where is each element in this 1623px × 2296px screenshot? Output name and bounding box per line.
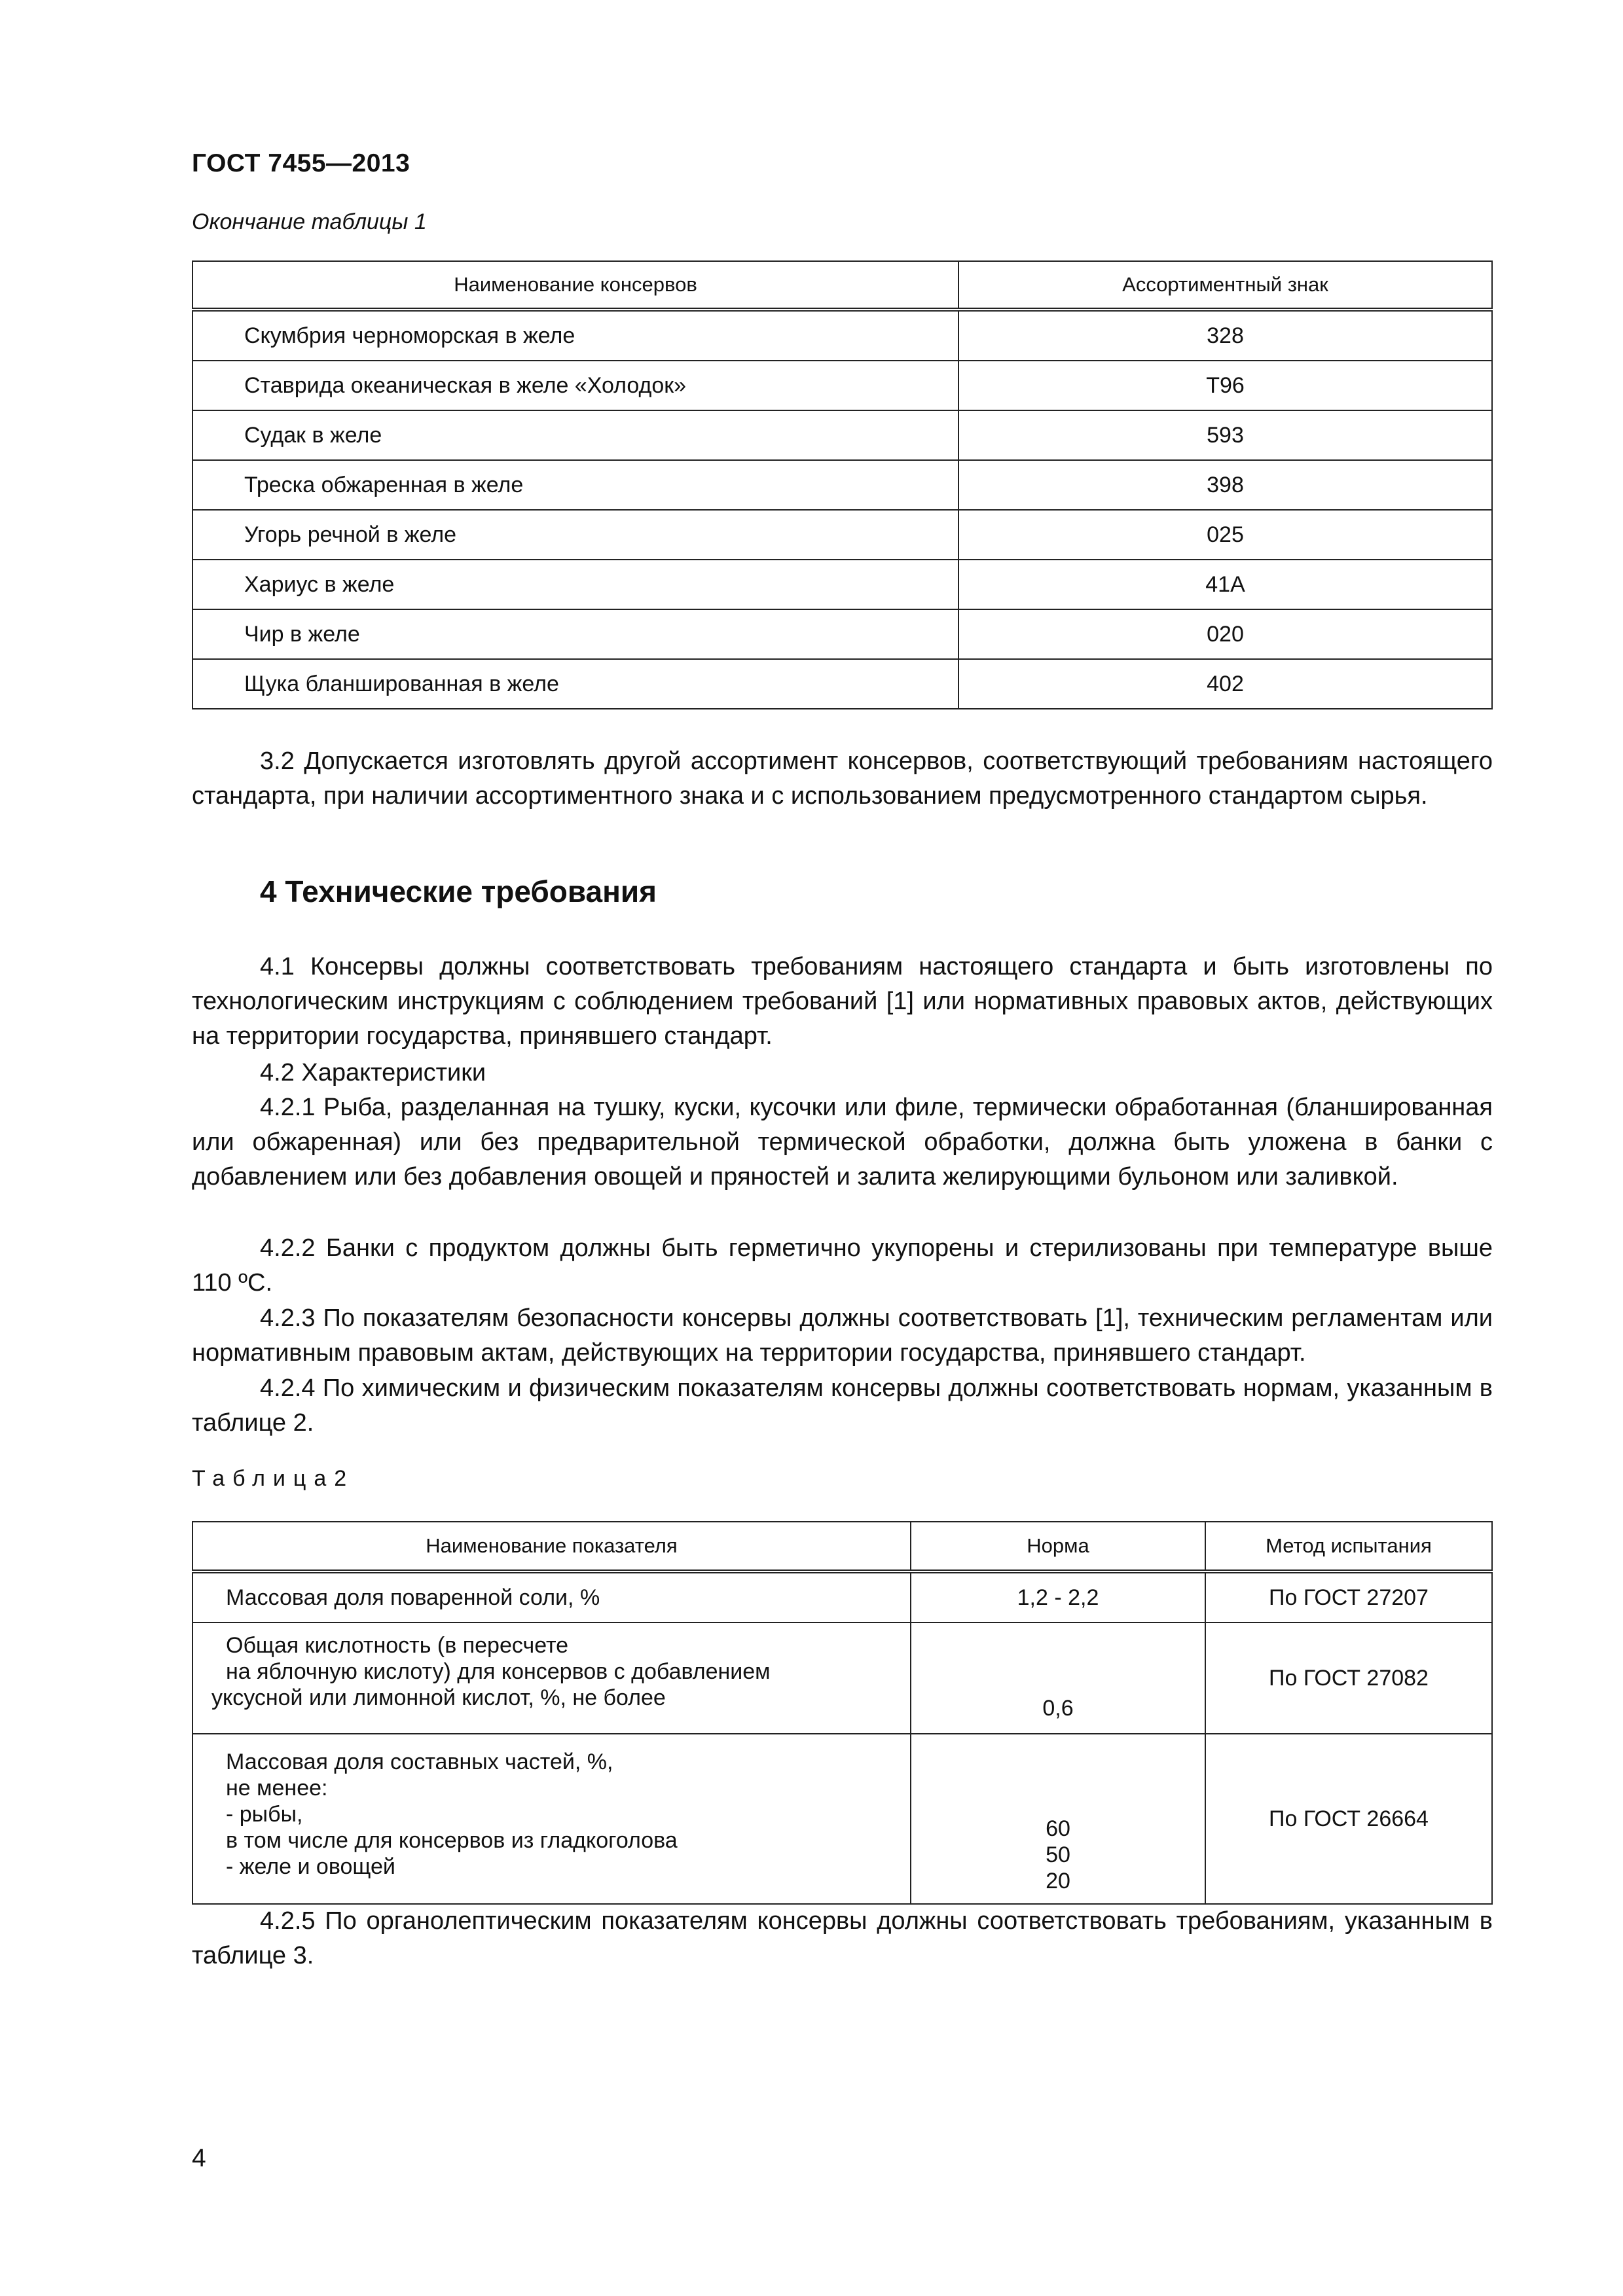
- table-row: [192, 609, 1492, 659]
- cell-code: Т96: [958, 361, 1492, 410]
- cell-name: Хариус в желе: [192, 560, 958, 609]
- cell-method: По ГОСТ 27207: [1205, 1571, 1492, 1623]
- paragraph-3-2: [192, 744, 1493, 814]
- table-row: [192, 1571, 1492, 1623]
- cell-line: - желе и овощей: [226, 1854, 395, 1879]
- paragraph-text: 4.2.2 Банки с продуктом должны быть герметично укупорены и стерилизованы при температуре выше 110 ºС.: [192, 1234, 1493, 1297]
- paragraph-text: 4.2.1 Рыба, разделанная на тушку, куски, кусочки или филе, термически обработанная (бланшированная или обжаренная) или без предварительной термической обработки, должна быть уложена в банки с добавлением или без добавления овощей и пряностей и залита желирующими бульоном или заливкой.: [192, 1094, 1493, 1191]
- table-1: [192, 260, 1493, 709]
- table-row: [192, 361, 1492, 410]
- cell-indicator: Массовая доля поваренной соли, %: [192, 1571, 911, 1623]
- table-header-row: [192, 1522, 1492, 1571]
- cell-code: 41А: [958, 560, 1492, 609]
- table2-label: Таблица2: [192, 1466, 355, 1491]
- paragraph-4-2: [192, 1056, 1493, 1090]
- cell-line: Массовая доля составных частей, %,: [226, 1749, 613, 1774]
- paragraph-text: 3.2 Допускается изготовлять другой ассортимент консервов, соответствующий требованиям настоящего стандарта, при наличии ассортиментного знака и с использованием предусмотренного стандартом сырья.: [192, 747, 1493, 810]
- paragraph-4-1: [192, 950, 1493, 1054]
- cell-code: 402: [958, 659, 1492, 709]
- cell-name: Ставрида океаническая в желе «Холодок»: [192, 361, 958, 410]
- column-header-indicator: Наименование показателя: [192, 1522, 911, 1571]
- paragraph-text: 4.1 Консервы должны соответствовать требованиям настоящего стандарта и быть изготовлены по технологическим инструкциям с соблюдением требований [1] или нормативных правовых актов, действующих на территории государства, принявшего стандарт.: [192, 953, 1493, 1050]
- cell-line: на яблочную кислоту) для консервов с добавлением: [226, 1659, 771, 1684]
- cell-name: Чир в желе: [192, 609, 958, 659]
- column-header-name: Наименование консервов: [192, 261, 958, 310]
- paragraph-text: 4.2.5 По органолептическим показателям консервы должны соответствовать требованиям, указанным в таблице 3.: [192, 1907, 1493, 1969]
- paragraph-text: 4.2.4 По химическим и физическим показателям консервы должны соответствовать нормам, указанным в таблице 2.: [192, 1374, 1493, 1437]
- cell-name: Судак в желе: [192, 410, 958, 460]
- table-row: [192, 310, 1492, 361]
- cell-indicator: [192, 1623, 911, 1734]
- cell-name: Щука бланшированная в желе: [192, 659, 958, 709]
- cell-norm: 1,2 - 2,2: [911, 1571, 1205, 1623]
- cell-code: 328: [958, 310, 1492, 361]
- cell-line: не менее:: [226, 1776, 328, 1801]
- cell-line: уксусной или лимонной кислот, %, не более: [211, 1685, 666, 1710]
- cell-line: в том числе для консервов из гладкоголова: [226, 1828, 678, 1853]
- document-id: ГОСТ 7455—2013: [192, 149, 410, 177]
- table-row: [192, 410, 1492, 460]
- column-header-norm: Норма: [911, 1522, 1205, 1571]
- cell-line: - рыбы,: [226, 1802, 303, 1827]
- cell-line: 60: [1046, 1816, 1070, 1841]
- cell-norm: [911, 1734, 1205, 1904]
- paragraph-4-2-5: [192, 1904, 1493, 1973]
- table-row: [192, 659, 1492, 709]
- table-header-row: [192, 261, 1492, 310]
- cell-line: 50: [1046, 1842, 1070, 1867]
- cell-line: Общая кислотность (в пересчете: [226, 1633, 569, 1658]
- column-header-method: Метод испытания: [1205, 1522, 1492, 1571]
- table-2: [192, 1521, 1493, 1905]
- table-row: [192, 510, 1492, 560]
- cell-method: По ГОСТ 27082: [1205, 1623, 1492, 1734]
- cell-code: 593: [958, 410, 1492, 460]
- cell-name: Скумбрия черноморская в желе: [192, 310, 958, 361]
- cell-code: 025: [958, 510, 1492, 560]
- page-number: 4: [192, 2144, 206, 2172]
- table-row: [192, 460, 1492, 510]
- paragraph-text: 4.2.3 По показателям безопасности консервы должны соответствовать [1], техническим регламентам или нормативным правовым актам, действующих на территории государства, принявшего стандарт.: [192, 1304, 1493, 1367]
- paragraph-4-2-4: [192, 1371, 1493, 1441]
- table-row: [192, 560, 1492, 609]
- paragraph-text: 4.2 Характеристики: [260, 1059, 486, 1086]
- cell-method: По ГОСТ 26664: [1205, 1734, 1492, 1904]
- column-header-code: Ассортиментный знак: [958, 261, 1492, 310]
- table-row: [192, 1623, 1492, 1734]
- cell-line: 20: [1046, 1869, 1070, 1893]
- paragraph-4-2-1: [192, 1090, 1493, 1194]
- cell-name: Угорь речной в желе: [192, 510, 958, 560]
- cell-name: Треска обжаренная в желе: [192, 460, 958, 510]
- paragraph-4-2-3: [192, 1301, 1493, 1371]
- table1-caption: Окончание таблицы 1: [192, 209, 427, 234]
- section-4-title: 4 Технические требования: [260, 874, 657, 908]
- cell-code: 020: [958, 609, 1492, 659]
- table-row: [192, 1734, 1492, 1904]
- cell-code: 398: [958, 460, 1492, 510]
- paragraph-4-2-2: [192, 1231, 1493, 1300]
- cell-norm: 0,6: [911, 1623, 1205, 1734]
- cell-indicator: [192, 1734, 911, 1904]
